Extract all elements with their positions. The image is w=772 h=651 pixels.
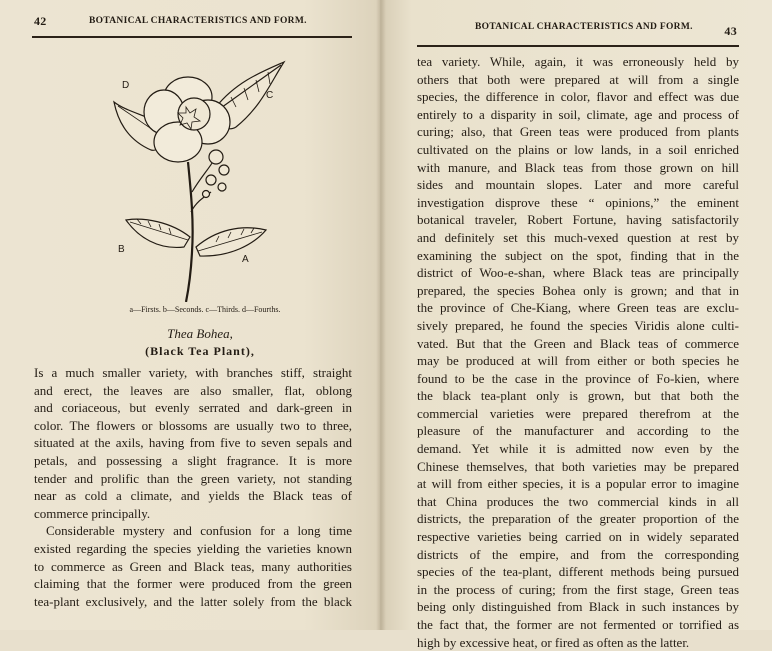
text-line: high by excessive heat, or fired as often as the latter. [417,634,690,650]
figure-label-b: B [118,244,125,255]
text-line: existed regarding the species yielding the varieties known [34,540,352,556]
text-line: district of Woo-e-shan, where Black teas are principally [417,265,739,281]
plate-title: Thea Bohea, [167,326,233,341]
text-line: districts of the empire, and from the corresponding [417,546,739,562]
text-line: others that both were prepared at will from a single [417,71,739,87]
right-page-number: 43 [724,24,737,38]
figure-caption: a—Firsts. b—Seconds. c—Thirds. d—Fourths. [129,305,281,314]
text-line: near as cold a climate, and yields the Black teas of [34,488,352,504]
text-line: investigation disprove these “ opinions,” the eminent [417,194,739,210]
text-line: at will from either species, it is a popular error to imagine [417,476,739,492]
right-header-rule [417,45,739,47]
text-line: entirely to a disparity in soil, climate, age and process of [417,106,739,122]
figure-label-a: A [242,254,249,265]
text-line: tea-plant exclusively, and the latter solely from the black [34,593,352,609]
text-line: prepared, the species Bohea only is grown; and that in [417,282,739,298]
text-line: species, the difference in color, flavor and effect was due [417,89,739,105]
text-line: to commerce as Green and Black teas, many authorities [34,558,352,574]
left-page [0,0,380,630]
right-running-head [417,16,737,36]
text-line: tea variety. While, again, it was erroneously held by [417,54,739,69]
text-line: pleasure of the manufacturer and according to the [417,423,739,439]
text-line: that China produces the two commercial kinds in all [417,493,739,509]
text-line: being only distinguished from Black in such instances by [417,599,739,615]
plate-subtitle: (Black Tea Plant), [145,344,255,358]
text-line: examining the subject on the spot, finding that in the [417,247,739,263]
book-gutter [376,0,386,630]
left-running-title: BOTANICAL CHARACTERISTICS AND FORM. [89,16,307,26]
text-line: the province of Che-Kiang, where Green teas are exclu- [417,300,739,316]
text-line: color. The flowers or blossoms are usually two to three, [34,417,352,433]
text-line: petals, and possessing a slight fragrance. It is more [34,452,352,468]
text-line: respective varieties being carried on in widely separated [417,529,739,545]
text-line: tender and prolific than the green variety, not standing [34,470,352,486]
text-line: Considerable mystery and confusion for a long time [46,523,352,539]
text-line: vated. But that the Green and Black teas of commerce [417,335,739,351]
text-line: sides and mountain slopes. Later and more careful [417,177,739,193]
text-line: claiming that the former were produced from the green [34,576,352,592]
left-header-rule [32,36,352,38]
left-running-head [34,16,354,36]
figure-label-c: C [266,90,274,101]
text-line: and definitely set this much-vexed question at rest by [417,229,739,245]
text-line: commercial varieties were prepared therefrom at the [417,405,739,421]
right-running-title: BOTANICAL CHARACTERISTICS AND FORM. [475,22,693,32]
figure-label-d: D [122,80,130,91]
text-line: districts, the preparation of the greater proportion of the [417,511,739,527]
text-line: with manure, and Black teas from those grown on hill [417,159,739,175]
text-line: botanical traveler, Robert Fortune, having satisfactorily [417,212,739,228]
text-line: cultivated on the plains or low lands, in a soil enriched [417,141,739,157]
text-line: may be produced at will from either or both species he [417,353,739,369]
text-line: situated at the axils, having from five to seven sepals and [34,435,352,451]
left-body-text [34,364,352,610]
text-line: demand. Yet while it is admitted now even by the [417,441,739,457]
text-line: found to be the case in the province of Fo-kien, where [417,370,739,386]
text-line: and coriaceous, but evenly serrated and dark-green in [34,400,352,416]
text-line: Is a much smaller variety, with branches stiff, straight [34,365,352,380]
text-line: Chinese themselves, that both varieties may be prepared [417,458,739,474]
tea-plant-illustration [96,52,296,302]
text-line: curing; also, that Green teas were produced from plants [417,124,739,140]
text-line: in the process of curing; from the first stage, Green teas [417,581,739,597]
left-page-number: 42 [34,14,47,28]
text-line: sively prepared, he found the species Viridis alone culti- [417,317,739,333]
text-line: the fact that, the former are not fermented or torrified as [417,617,739,632]
right-body-text [417,53,739,651]
text-line: commerce principally. [34,505,151,521]
text-line: species of the tea-plant, different methods being pursued [417,564,739,580]
text-line: the black tea-plant only is grown, but that both the [417,388,739,404]
text-line: and erect, the leaves are also smaller, flat, oblong [34,382,352,398]
